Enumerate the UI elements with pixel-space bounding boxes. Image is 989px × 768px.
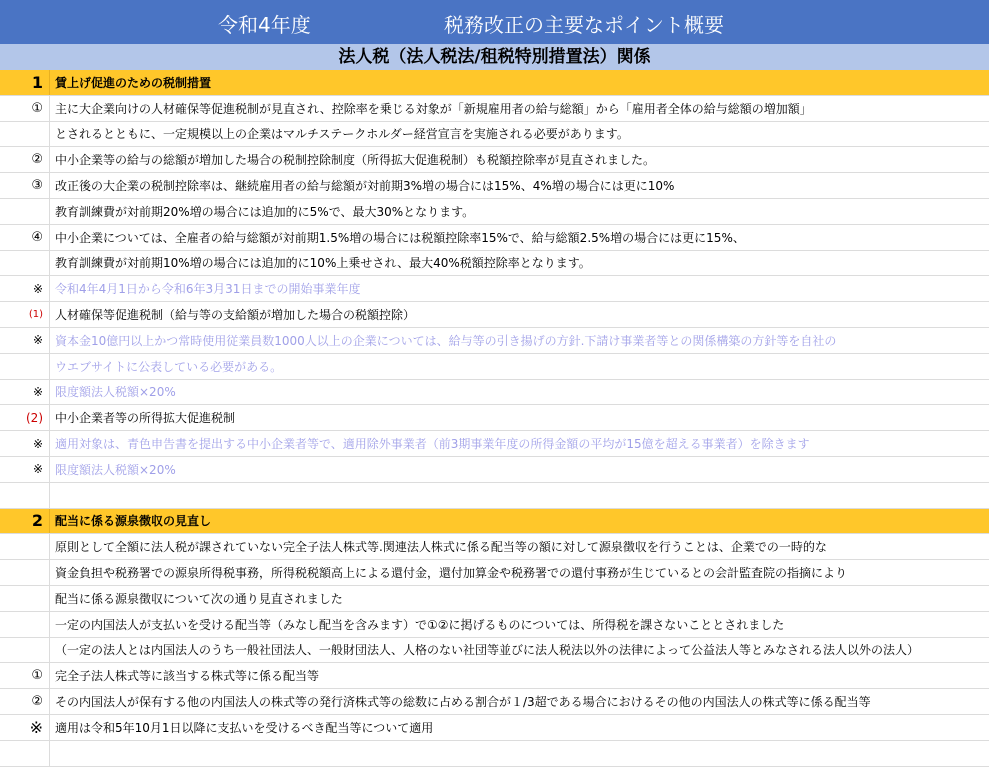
- table-row: [0, 328, 989, 354]
- table-row: [0, 225, 989, 251]
- row-marker: [0, 612, 50, 637]
- row-marker: (2): [0, 405, 50, 430]
- table-row: [0, 741, 989, 767]
- table-row: [0, 380, 989, 406]
- table-row: [0, 431, 989, 457]
- row-marker: ※: [0, 328, 50, 353]
- row-text: 改正後の大企業の税制控除率は、継続雇用者の給与総額が対前期3%増の場合には15%、4%増の場合には更に10%: [55, 179, 675, 194]
- table-row: [0, 534, 989, 560]
- row-text: 賃上げ促進のための税制措置: [55, 75, 212, 90]
- table-row: [0, 147, 989, 173]
- row-text: 配当に係る源泉徴収の見直し: [55, 514, 212, 529]
- row-marker: ※: [0, 457, 50, 482]
- row-text: 完全子法人株式等に該当する株式等に係る配当等: [55, 669, 320, 684]
- row-marker: [0, 199, 50, 224]
- row-marker: ④: [0, 225, 50, 250]
- row-text: 中小企業等の給与の総額が増加した場合の税制控除制度（所得拡大促進税制）も税額控除率が見直されました。: [55, 153, 656, 168]
- row-marker: [0, 741, 50, 766]
- row-marker: [0, 586, 50, 611]
- row-text: 主に大企業向けの人材確保等促進税制が見直され、控除率を乗じる対象が「新規雇用者の給与総額」から「雇用者全体の給与総額の増加額」: [55, 101, 812, 116]
- row-marker: 2: [0, 509, 50, 534]
- row-marker: [0, 638, 50, 663]
- table-row: [0, 689, 989, 715]
- row-marker: ※: [0, 715, 50, 740]
- title-main: 税務改正の主要なポイント概要: [444, 13, 724, 37]
- row-marker: ①: [0, 96, 50, 121]
- table-row: [0, 612, 989, 638]
- row-marker: [0, 534, 50, 559]
- table-row: [0, 405, 989, 431]
- table-row: [0, 354, 989, 380]
- row-text: 原則として全額に法人税が課されていない完全子法人株式等.関連法人株式に係る配当等の額に対して源泉徴収を行うことは、企業での一時的な: [55, 540, 827, 555]
- row-text: 中小企業については、全雇者の給与総額が対前期1.5%増の場合には税額控除率15%で、給与総額2.5%増の場合には更に15%、: [55, 230, 745, 245]
- table-row: [0, 663, 989, 689]
- row-marker: ※: [0, 276, 50, 301]
- row-marker: ②: [0, 147, 50, 172]
- row-marker: [0, 354, 50, 379]
- row-text: （一定の法人とは内国法人のうち一般社団法人、一般財団法人、人格のない社団等並びに法人税法以外の法律によって公益法人等とみなされる法人以外の法人）: [55, 643, 920, 658]
- title-year: 令和4年度: [218, 13, 311, 37]
- row-marker: ①: [0, 663, 50, 688]
- row-text: ウエブサイトに公表している必要がある。: [55, 359, 283, 374]
- table-row: [0, 560, 989, 586]
- section-row: [0, 509, 989, 535]
- row-marker: ③: [0, 173, 50, 198]
- table-row: [0, 457, 989, 483]
- row-text: 一定の内国法人が支払いを受ける配当等（みなし配当を含みます）で①②に掲げるものについては、所得税を課さないこととされました: [55, 617, 785, 632]
- table-row: [0, 586, 989, 612]
- table-row: [0, 638, 989, 664]
- row-text: 中小企業者等の所得拡大促進税制: [55, 411, 236, 426]
- table-row: [0, 276, 989, 302]
- row-text: とされるとともに、一定規模以上の企業はマルチステークホルダー経営宣言を実施される必要があります。: [55, 127, 629, 142]
- row-text: 限度額法人税額×20%: [55, 385, 176, 400]
- table-row: [0, 251, 989, 277]
- table-row: [0, 199, 989, 225]
- row-marker: 1: [0, 70, 50, 95]
- row-text: 資本金10億円以上かつ常時使用従業員数1000人以上の企業については、給与等の引き揚げの方針.下請け事業者等との関係構築の方針等を自社の: [55, 333, 837, 348]
- row-marker: [0, 483, 50, 508]
- row-marker: (1): [0, 302, 50, 327]
- row-marker: [0, 251, 50, 276]
- row-text: 適用対象は、青色申告書を提出する中小企業者等で、適用除外事業者（前3期事業年度の所得金額の平均が15億を超える事業者）を除きます: [55, 437, 810, 452]
- table-row: [0, 173, 989, 199]
- section-row: [0, 70, 989, 96]
- row-text: その内国法人が保有する他の内国法人の株式等の発行済株式等の総数に占める割合が１/3超である場合におけるその他の内国法人の株式等に係る配当等: [55, 695, 871, 710]
- row-text: 適用は令和5年10月1日以降に支払いを受けるべき配当等について適用: [55, 720, 434, 735]
- row-text: 令和4年4月1日から令和6年3月31日までの開始事業年度: [55, 282, 361, 297]
- table-row: [0, 96, 989, 122]
- table-row: [0, 302, 989, 328]
- row-marker: ※: [0, 380, 50, 405]
- row-text: 教育訓練費が対前期10%増の場合には追加的に10%上乗せされ、最大40%税額控除率となります。: [55, 256, 591, 271]
- table-row: [0, 122, 989, 148]
- row-text: 限度額法人税額×20%: [55, 462, 176, 477]
- title-bar: [0, 0, 989, 44]
- row-marker: ※: [0, 431, 50, 456]
- row-text: 人材確保等促進税制（給与等の支給額が増加した場合の税額控除）: [55, 308, 416, 323]
- table-row: [0, 483, 989, 509]
- section-header: 法人税（法人税法/租税特別措置法）関係: [0, 44, 989, 70]
- row-marker: ②: [0, 689, 50, 714]
- row-text: 教育訓練費が対前期20%増の場合には追加的に5%で、最大30%となります。: [55, 204, 475, 219]
- row-text: 資金負担や税務署での源泉所得税事務，所得税税額高上による還付金，還付加算金や税務署での還付事務が生じているとの会計監査院の指摘により: [55, 566, 848, 581]
- row-marker: [0, 560, 50, 585]
- row-text: 配当に係る源泉徴収について次の通り見直されました: [55, 591, 343, 606]
- content-table: [0, 70, 989, 767]
- row-marker: [0, 122, 50, 147]
- table-row: [0, 715, 989, 741]
